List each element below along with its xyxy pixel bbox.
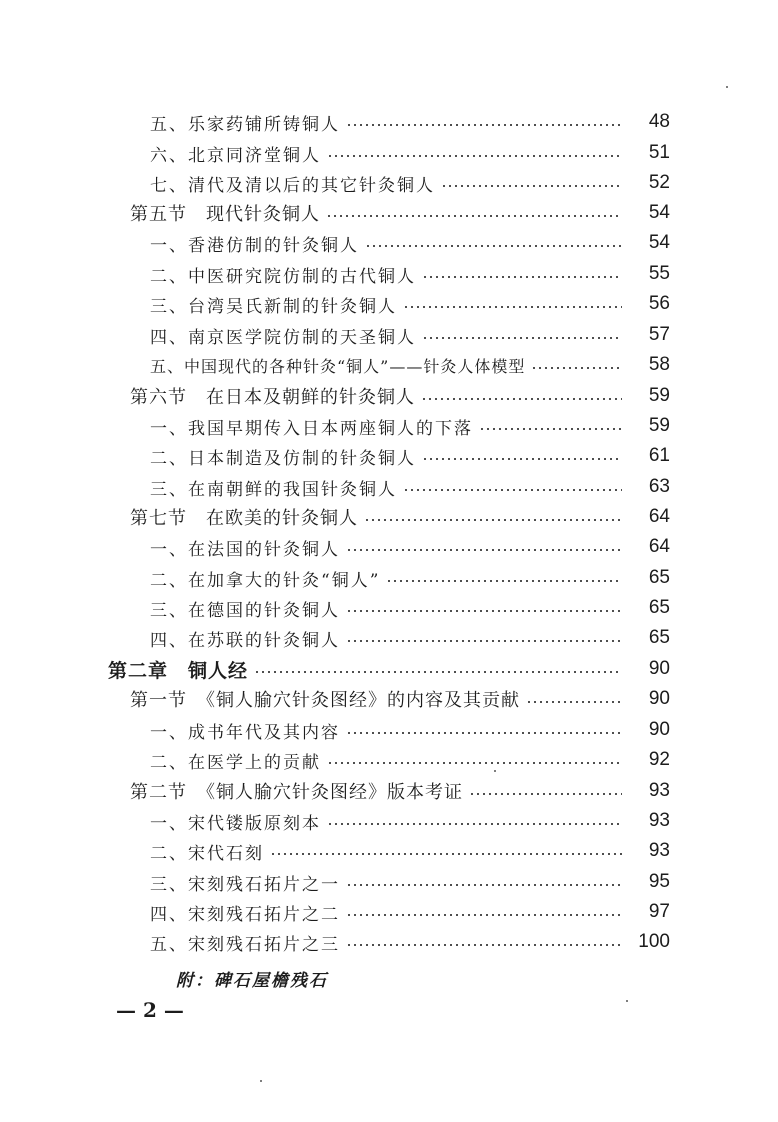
toc-entry-page: 54 <box>648 202 670 223</box>
dot-leader <box>346 124 622 126</box>
toc-entry-label: 第六节 在日本及朝鲜的针灸铜人 <box>130 387 415 408</box>
toc-entry[interactable] <box>150 867 670 897</box>
toc-entry-label: 第二节 《铜人腧穴针灸图经》版本考证 <box>130 782 463 803</box>
toc-entry-label: 六、北京同济堂铜人 <box>150 145 321 166</box>
toc-entry-label: 一、香港仿制的针灸铜人 <box>150 235 359 256</box>
toc-entry[interactable] <box>150 350 670 380</box>
toc-entry-page: 59 <box>648 385 670 406</box>
toc-entry-label: 二、在医学上的贡献 <box>150 752 321 773</box>
dot-leader <box>365 245 622 247</box>
toc-entry-label: 五、宋刻残石拓片之三 <box>150 934 340 955</box>
toc-entry-label: 二、中医研究院仿制的古代铜人 <box>150 266 416 287</box>
toc-section-entry[interactable] <box>130 776 670 806</box>
scan-speck <box>726 86 728 88</box>
toc-entry-label: 五、乐家药铺所铸铜人 <box>150 114 340 135</box>
toc-entry[interactable] <box>150 441 670 471</box>
toc-entry[interactable] <box>150 228 670 258</box>
toc-entry-page: 57 <box>648 324 670 345</box>
toc-entry-label: 一、宋代镂版原刻本 <box>150 813 321 834</box>
dot-leader <box>422 276 622 278</box>
toc-entry-page: 63 <box>648 476 670 497</box>
dot-leader <box>346 610 622 612</box>
toc-entry[interactable] <box>150 623 670 653</box>
toc-entry-page: 61 <box>648 445 670 466</box>
dot-leader <box>403 489 622 491</box>
toc-entry[interactable] <box>150 411 670 441</box>
dot-leader <box>326 215 622 217</box>
toc-entry[interactable] <box>150 107 670 137</box>
dot-leader <box>421 398 622 400</box>
toc-chapter-entry[interactable] <box>108 654 670 684</box>
dot-leader <box>479 428 622 430</box>
toc-entry-page: 97 <box>648 901 670 922</box>
dot-leader <box>469 793 622 795</box>
toc-entry-label: 四、南京医学院仿制的天圣铜人 <box>150 327 416 348</box>
dot-leader <box>364 519 622 521</box>
scan-speck <box>626 1000 628 1002</box>
toc-entry-label: 三、在南朝鲜的我国针灸铜人 <box>150 479 397 500</box>
toc-entry-page: 55 <box>648 263 670 284</box>
toc-entry-page: 64 <box>648 506 670 527</box>
dot-leader <box>346 884 622 886</box>
toc-entry[interactable] <box>150 472 670 502</box>
toc-entry-page: 65 <box>648 627 670 648</box>
dot-leader <box>327 762 622 764</box>
toc-section-entry[interactable] <box>130 502 670 532</box>
toc-entry[interactable] <box>150 138 670 168</box>
toc-entry[interactable] <box>150 259 670 289</box>
dot-leader <box>422 337 622 339</box>
toc-entry-page: 59 <box>648 415 670 436</box>
toc-entry-label: 第二章 铜人经 <box>108 659 249 682</box>
toc-entry-label: 五、中国现代的各种针灸“铜人”——针灸人体模型 <box>150 356 526 376</box>
dot-leader <box>386 580 622 582</box>
toc-entry[interactable] <box>150 927 670 957</box>
toc-entry-page: 65 <box>648 597 670 618</box>
dot-leader <box>270 853 622 855</box>
toc-entry-label: 一、在法国的针灸铜人 <box>150 539 340 560</box>
page-number-footer: — 2 — <box>116 998 184 1022</box>
toc-entry[interactable] <box>150 806 670 836</box>
toc-entry-page: 93 <box>648 810 670 831</box>
toc-entry-label: 三、宋刻残石拓片之一 <box>150 874 340 895</box>
toc-entry-label: 第五节 现代针灸铜人 <box>130 204 320 225</box>
toc-entry-label: 第一节 《铜人腧穴针灸图经》的内容及其贡献 <box>130 690 520 711</box>
toc-entry[interactable] <box>150 745 670 775</box>
appendix-note: 附：碑石屋檐残石 <box>176 971 328 991</box>
toc-entry-page: 51 <box>648 142 670 163</box>
toc-entry[interactable] <box>150 320 670 350</box>
dot-leader <box>346 640 622 642</box>
toc-entry-label: 二、宋代石刻 <box>150 843 264 864</box>
toc-entry[interactable] <box>150 532 670 562</box>
dot-leader <box>346 914 622 916</box>
scan-speck <box>494 770 496 772</box>
toc-entry-page: 93 <box>648 780 670 801</box>
toc-section-entry[interactable] <box>130 381 670 411</box>
dot-leader <box>531 367 622 369</box>
toc-section-entry[interactable] <box>130 684 670 714</box>
toc-entry-label: 一、成书年代及其内容 <box>150 722 340 743</box>
toc-entry-page: 100 <box>638 931 670 952</box>
toc-entry-page: 52 <box>648 172 670 193</box>
dot-leader <box>346 549 622 551</box>
toc-entry-label: 四、在苏联的针灸铜人 <box>150 630 340 651</box>
toc-entry[interactable] <box>150 897 670 927</box>
scan-speck <box>260 1080 262 1082</box>
toc-entry-page: 48 <box>648 111 670 132</box>
toc-entry-page: 90 <box>648 688 670 709</box>
dot-leader <box>327 823 622 825</box>
toc-entry-page: 64 <box>648 536 670 557</box>
toc-entry-label: 二、日本制造及仿制的针灸铜人 <box>150 448 416 469</box>
toc-entry[interactable] <box>150 593 670 623</box>
toc-entry-label: 七、清代及清以后的其它针灸铜人 <box>150 175 435 196</box>
toc-entry-page: 58 <box>648 354 670 375</box>
toc-entry-page: 65 <box>648 567 670 588</box>
dot-leader <box>327 155 622 157</box>
toc-section-entry[interactable] <box>130 198 670 228</box>
toc-entry-page: 92 <box>648 749 670 770</box>
toc-entry[interactable] <box>150 289 670 319</box>
dot-leader <box>526 701 622 703</box>
toc-entry[interactable] <box>150 715 670 745</box>
toc-entry[interactable] <box>150 168 670 198</box>
toc-entry-page: 90 <box>648 719 670 740</box>
toc-entry-page: 56 <box>648 293 670 314</box>
toc-entry[interactable] <box>150 836 670 866</box>
toc-entry-label: 第七节 在欧美的针灸铜人 <box>130 508 358 529</box>
toc-entry-page: 54 <box>648 232 670 253</box>
toc-entry-label: 一、我国早期传入日本两座铜人的下落 <box>150 418 473 439</box>
toc-entry-label: 二、在加拿大的针灸“铜人” <box>150 570 381 591</box>
toc-entry-label: 三、台湾吴氏新制的针灸铜人 <box>150 296 397 317</box>
toc-entry-page: 93 <box>648 840 670 861</box>
dot-leader <box>441 185 622 187</box>
toc-entry-label: 三、在德国的针灸铜人 <box>150 600 340 621</box>
toc-entry[interactable] <box>150 563 670 593</box>
dot-leader <box>403 306 622 308</box>
dot-leader <box>422 458 622 460</box>
dot-leader <box>346 732 622 734</box>
toc-entry-label: 四、宋刻残石拓片之二 <box>150 904 340 925</box>
toc-entry-page: 90 <box>648 658 670 679</box>
dot-leader <box>346 944 622 946</box>
dot-leader <box>254 671 622 673</box>
toc-entry-page: 95 <box>648 871 670 892</box>
